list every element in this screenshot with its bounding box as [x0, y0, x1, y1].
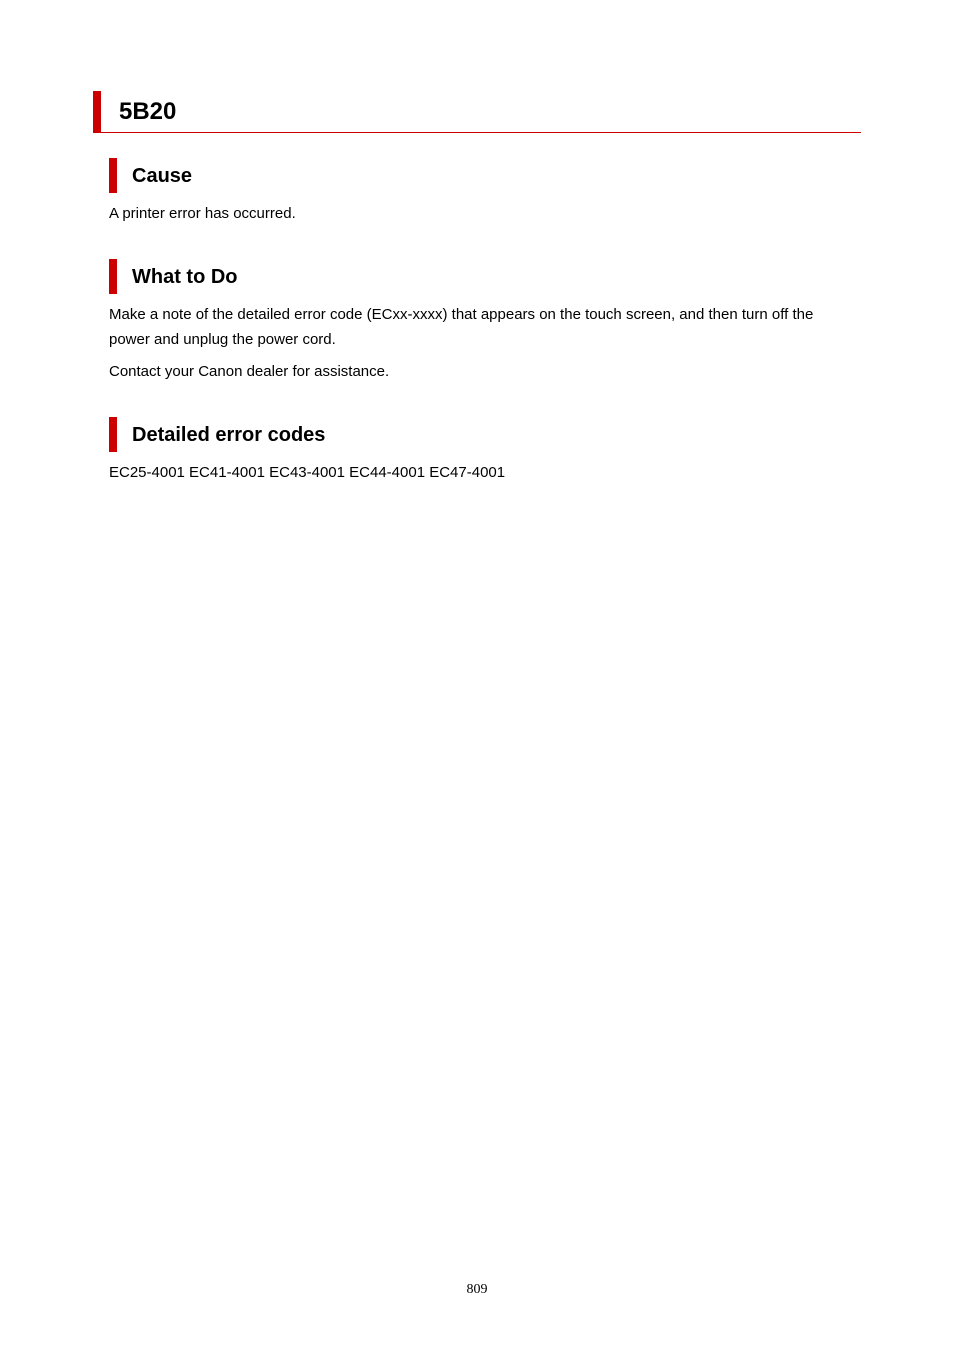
page-title-text: 5B20 [119, 98, 177, 125]
heading-text-cause: Cause [132, 165, 193, 187]
page-number: 809 [466, 1282, 488, 1297]
what-to-do-paragraph-1: Make a note of the detailed error code (ECxx-xxxx) that appears on the touch screen, and then turn off the power and unplug the power cord. [109, 306, 814, 348]
heading-text-what-to-do: What to Do [132, 266, 238, 288]
section-heading-detailed-error-codes [109, 417, 709, 452]
page-title [93, 91, 861, 133]
what-to-do-paragraph-2: Contact your Canon dealer for assistance. [109, 363, 390, 380]
cause-text: A printer error has occurred. [109, 205, 296, 222]
section-heading-cause [109, 158, 709, 193]
section-heading-what-to-do [109, 259, 709, 294]
heading-accent-bar [109, 417, 117, 452]
error-codes-list: EC25-4001 EC41-4001 EC43-4001 EC44-4001 EC47-4001 [109, 464, 506, 481]
heading-accent-bar [109, 259, 117, 294]
heading-text-detailed-error-codes: Detailed error codes [132, 424, 326, 446]
title-accent-bar [93, 91, 101, 132]
heading-accent-bar [109, 158, 117, 193]
